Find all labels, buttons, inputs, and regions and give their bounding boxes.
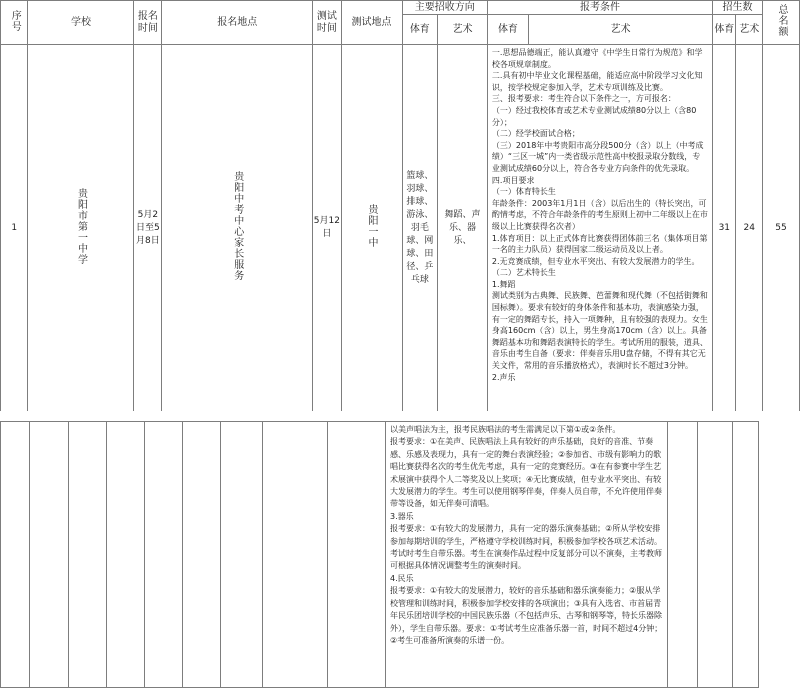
requirement-paragraph: 一.思想品德端正，能认真遵守《中学生日常行为规范》和学校各项规章制度。	[491, 48, 703, 69]
header-cond-art: 艺术	[528, 15, 712, 45]
cont-no	[1, 422, 30, 688]
requirement-paragraph: 测试类别为古典舞、民族舞、芭蕾舞和现代舞（不包括街舞和国标舞）。要求有较好的身体条件和基本功，表演感染力强，有一定的舞蹈专长，持入一项舞种，且有较强的表现力。女生身高160cm（含）以上，男生身高170cm（含）以上。具备舞蹈基本功和舞蹈表演特长的学生。考试所用的服装，道具、音乐由考生自备（要求：伴奏音乐用U盘存储，不得有其它无关文件，常用的音乐播放格式），表演时长不超过3分钟。	[491, 291, 708, 371]
row-no: 1	[1, 45, 28, 412]
requirement-paragraph: （一）体育特长生	[491, 187, 556, 197]
cont-total	[733, 422, 759, 688]
row-test-place: 贵阳一中	[341, 45, 402, 412]
cont-test-place	[183, 422, 221, 688]
row-school: 贵阳市第一中学	[28, 45, 134, 412]
header-school: 学校	[28, 1, 134, 45]
cont-test-time	[145, 422, 183, 688]
cont-pe-directions	[221, 422, 263, 688]
row-pe-directions: 篮球、羽球、排球、游泳、羽毛球、网球、田径、乒乓球	[402, 45, 438, 412]
header-cond-pe: 体育	[487, 15, 528, 45]
row-total: 55	[762, 45, 799, 412]
cont-art-directions	[263, 422, 328, 688]
requirement-paragraph: 三、报考要求：考生符合以下条件之一，方可报名：	[491, 94, 676, 104]
requirements-text-part1	[492, 47, 708, 383]
header-directions: 主要招收方向	[402, 1, 487, 15]
header-quota-pe: 体育	[713, 15, 736, 45]
requirement-paragraph: 2.声乐	[491, 372, 516, 382]
row-art-directions: 舞蹈、声乐、器乐、	[438, 45, 488, 412]
requirement-paragraph: 4.民乐	[390, 573, 414, 583]
requirement-paragraph: 以美声唱法为主，报考民族唱法的考生需满足以下第①或②条件。	[390, 425, 621, 434]
requirement-paragraph: 报考要求：①有较大的发展潜力，具有一定的器乐演奏基础；②所从学校安排参加每期培训的学生，严格遵守学校训练时间，积极参加学校各项艺术活动。	[390, 524, 662, 546]
cont-quota-pe	[668, 422, 698, 688]
row-quota-pe: 31	[713, 45, 736, 412]
cont-cond-pe	[328, 422, 386, 688]
requirement-paragraph: 报考要求：①有较大的发展潜力，较好的音乐基础和器乐演奏能力；②服从学校管理和训练时间，积极参加学校安排的各项演出；③具有入选省、市首届青年民乐团培训学校的中国民族乐器（不包括声乐、古琴和钢琴等，特长乐器除外），学生自带乐器。要求：①考试考生应准备乐器一首，时间不超过4分钟；②考生可准备所演奏的乐谱一份。	[390, 586, 663, 645]
header-quota-art: 艺术	[736, 15, 762, 45]
cont-reg-time	[69, 422, 107, 688]
requirement-paragraph: 1.体育项目：以上正式体育比赛获得团体前三名（集体项目第一名的主力队员）获得国家二级运动员及以上者。	[491, 233, 708, 255]
requirement-paragraph: （二）经学校面试合格；	[491, 129, 580, 139]
header-total: 总名额	[762, 1, 799, 45]
requirement-paragraph: （二）艺术特长生	[491, 268, 556, 278]
cont-school	[30, 422, 69, 688]
header-reg-place: 报名地点	[162, 1, 313, 45]
requirement-paragraph: 年龄条件：2003年1月1日（含）以后出生的（特长突出，可酌情考虑，不符合年龄条件的考生原则上初中二年级以上在市级以上比赛获得名次者）	[491, 198, 708, 231]
requirements-cell-part2	[386, 422, 668, 688]
header-test-time: 测试时间	[313, 1, 341, 45]
header-reg-time: 报名时间	[134, 1, 162, 45]
admission-table-continued	[0, 421, 759, 688]
header-dir-pe: 体育	[402, 15, 438, 45]
requirement-paragraph: 3.器乐	[390, 511, 414, 521]
header-quota: 招生数	[713, 1, 763, 15]
requirement-paragraph: 2.无竞赛成绩，但专业水平突出、有较大发展潜力的学生。	[491, 256, 700, 266]
requirement-paragraph: （一）经过我校体育或艺术专业测试成绩80分以上（含80分）；	[491, 105, 697, 127]
requirements-text-part2	[390, 424, 663, 647]
row-reg-time: 5月2日至5月8日	[134, 45, 162, 412]
row-test-time: 5月12日	[313, 45, 341, 412]
header-no: 序号	[1, 1, 28, 45]
header-conditions: 报考条件	[487, 1, 712, 15]
requirement-paragraph: 二.具有初中毕业文化课程基础，能适应高中阶段学习文化知识，按学校规定参加入学，艺术专项训练及比赛。	[491, 71, 703, 92]
requirement-paragraph: 1.舞蹈	[491, 279, 516, 289]
header-test-place: 测试地点	[341, 1, 402, 45]
requirement-paragraph: （三）2018年中考贵阳市高分段500分（含）以上（中考成绩）“三区一城”内一类省级示范性高中校报录取分数线，专业测试成绩60分以上，符合各专业方向条件的优先录取。	[491, 140, 704, 173]
row-reg-place: 贵阳中考中心家长服务	[162, 45, 313, 412]
row-quota-art: 24	[736, 45, 762, 412]
requirement-paragraph: 考试时考生自带乐器。考生在演奏作品过程中反复部分可以不演奏，主考教师可根据具体情况调整考生的演奏时间。	[390, 549, 662, 571]
cont-quota-art	[698, 422, 733, 688]
cont-reg-place	[107, 422, 145, 688]
page-break	[0, 411, 800, 421]
requirements-cell-part1	[487, 45, 712, 412]
requirement-paragraph: 报考要求：①在美声、民族唱法上具有较好的声乐基础，良好的音准、节奏感、乐感及表现力，具有一定的舞台表演经验；②参加省、市级有影响力的歌唱比赛获得名次的考生优先考虑，具有一定的竞赛经历。③在有参赛中学生艺术展演中获得个人二等奖及以上奖项；④无比赛成绩，但专业水平突出、有较大发展潜力的学生。考生可以使用钢琴伴奏，伴奏人员自带，不允许使用伴奏带等设备，如无伴奏可清唱。	[390, 437, 662, 509]
header-dir-art: 艺术	[438, 15, 488, 45]
requirement-paragraph: 四.项目要求	[491, 175, 535, 185]
